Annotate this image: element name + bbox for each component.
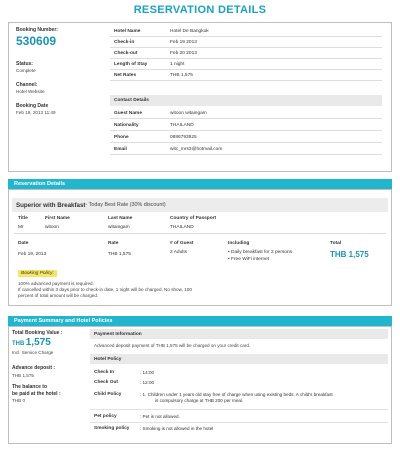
policy-key-smoking: Smoking policy (94, 426, 130, 431)
booking-number: 530609 (16, 34, 57, 48)
guest-country: THAILAND (170, 225, 194, 230)
policy-value-child-cont: is compulsory charge at THB 200 per meal. (155, 398, 244, 403)
stay-key: Length of Stay (114, 61, 148, 67)
stay-key: Hotel Name (114, 28, 141, 34)
balance-value: THB 0 (12, 398, 26, 403)
booking-number-label: Booking Number: (16, 27, 58, 33)
stay-col-rate: Rate (108, 241, 119, 246)
guest-last-name: witaingam (108, 225, 130, 230)
contact-key: Phone (114, 134, 129, 140)
page-title: RESERVATION DETAILS (133, 4, 267, 16)
contact-value: 0886793925 (170, 134, 197, 140)
stay-col-date: Date (18, 241, 29, 246)
booking-date-label: Booking Date (16, 103, 49, 109)
stay-value: Feb 19 2013 (170, 39, 197, 45)
guest-col-country: Country of Passport (170, 216, 217, 221)
stay-guests: 2 Adults (170, 250, 188, 255)
rate-name: - Today Best Rate (30% discount) (85, 202, 166, 208)
contact-row (110, 132, 382, 143)
guest-first-name: witoon (45, 225, 59, 230)
including-item: • Free WiFi internet (228, 257, 270, 262)
contact-row (110, 108, 382, 119)
stay-row (110, 37, 382, 48)
including-text: Daily breakfast for 2 persons (231, 250, 293, 255)
stay-col-guests: # of Guest (170, 241, 194, 246)
policy-value-child: : 1. Children under 1 years old stay free of charge when using existing beds. A child's breakfast (140, 392, 333, 397)
contact-value: THAILAND (170, 122, 194, 128)
policy-key-check-in: Check In (94, 370, 114, 375)
contact-key: Nationality (114, 122, 139, 128)
channel-value: Hotel Website (16, 89, 45, 94)
status-value: Complete (16, 68, 36, 73)
stay-value: THB 1,575 (170, 72, 193, 78)
status-label: Status: (16, 61, 33, 67)
contact-key: Guest Name (114, 110, 142, 116)
payment-info-text: Advanced deposit payment of THB 1,575 will be charged on your credit card. (94, 343, 251, 348)
contact-value: witc_mrs3@hotmail.com (170, 146, 223, 152)
stay-value: Hotel De Bangkok (170, 28, 209, 34)
divider (90, 422, 388, 423)
guest-title: Mr (18, 225, 24, 230)
stay-col-total: Total (330, 241, 342, 246)
policy-value-check-out: : 12:00 (140, 380, 155, 385)
divider (14, 233, 386, 234)
guest-col-last-name: Last Name (108, 216, 133, 221)
total-amount: 1,575 (25, 337, 51, 348)
total-currency: THB (12, 341, 25, 347)
contact-key: Email (114, 146, 127, 152)
policy-key-child: Child Policy (94, 392, 122, 397)
policy-key-check-out: Check Out (94, 380, 118, 385)
policy-line: 100% advanced payment is required. (18, 281, 94, 286)
room-header (12, 198, 388, 212)
divider (90, 409, 388, 410)
policy-value-check-in: : 14:00 (140, 370, 155, 375)
policy-line: percent of total amount will be charged. (18, 293, 99, 298)
payment-summary-bar: Payment Summary and Hotel Policies (8, 316, 392, 326)
contact-details-header: Contact Details (110, 95, 382, 106)
stay-rate: THB 1,575 (108, 252, 131, 257)
total-booking-label: Total Booking Value : (12, 330, 63, 336)
hotel-policy-header: Hotel Policy (90, 354, 388, 364)
stay-value: 1 night (170, 61, 185, 67)
advance-deposit-value: THB 1,575 (12, 373, 34, 378)
reservation-details-bar: Reservation Details (8, 179, 392, 189)
policy-line: If cancelled within 3 days prior to check-in date, 1 night will be charged. No show, 100 (18, 287, 192, 292)
advance-deposit-label: Advance deposit : (12, 365, 56, 371)
policy-value-smoking: : Smoking is not allowed in the hotel (140, 426, 214, 431)
policy-value-pet: : Pet is not allowed. (140, 414, 180, 419)
stay-date: Feb 19, 2013 (18, 252, 47, 257)
stay-key: Net Rates (114, 72, 137, 78)
contact-value: witoon witaingam (170, 110, 207, 116)
booking-date-value: Feb 19, 2013 11:49 (16, 110, 56, 115)
booking-policy-badge: Booking Policy: (18, 270, 57, 277)
including-text: Free WiFi internet (231, 257, 270, 262)
stay-total: THB 1,575 (330, 250, 369, 259)
stay-row (110, 70, 382, 81)
contact-row (110, 120, 382, 131)
balance-label-2: be paid at the hotel : (12, 391, 61, 397)
total-note: Incl. Service Charge (12, 350, 54, 355)
guest-col-first-name: First Name (45, 216, 70, 221)
stay-info-table (110, 26, 382, 82)
balance-label: The balance to (12, 384, 48, 390)
stay-col-including: Including (228, 241, 250, 246)
including-item: • Daily breakfast for 2 persons (228, 250, 293, 255)
stay-row (110, 59, 382, 70)
room-name: Superior with Breakfast (16, 201, 86, 209)
contact-row (110, 144, 382, 155)
payment-info-header: Payment Information (90, 329, 388, 339)
stay-value: Feb 20 2013 (170, 50, 197, 56)
total-booking-value (12, 337, 51, 348)
contact-table (110, 108, 382, 156)
stay-row (110, 26, 382, 37)
stay-key: Check-out (114, 50, 138, 56)
channel-label: Channel: (16, 82, 38, 88)
guest-col-title: Title (18, 216, 28, 221)
stay-row (110, 48, 382, 59)
stay-key: Check-in (114, 39, 135, 45)
policy-key-pet: Pet policy (94, 414, 117, 419)
